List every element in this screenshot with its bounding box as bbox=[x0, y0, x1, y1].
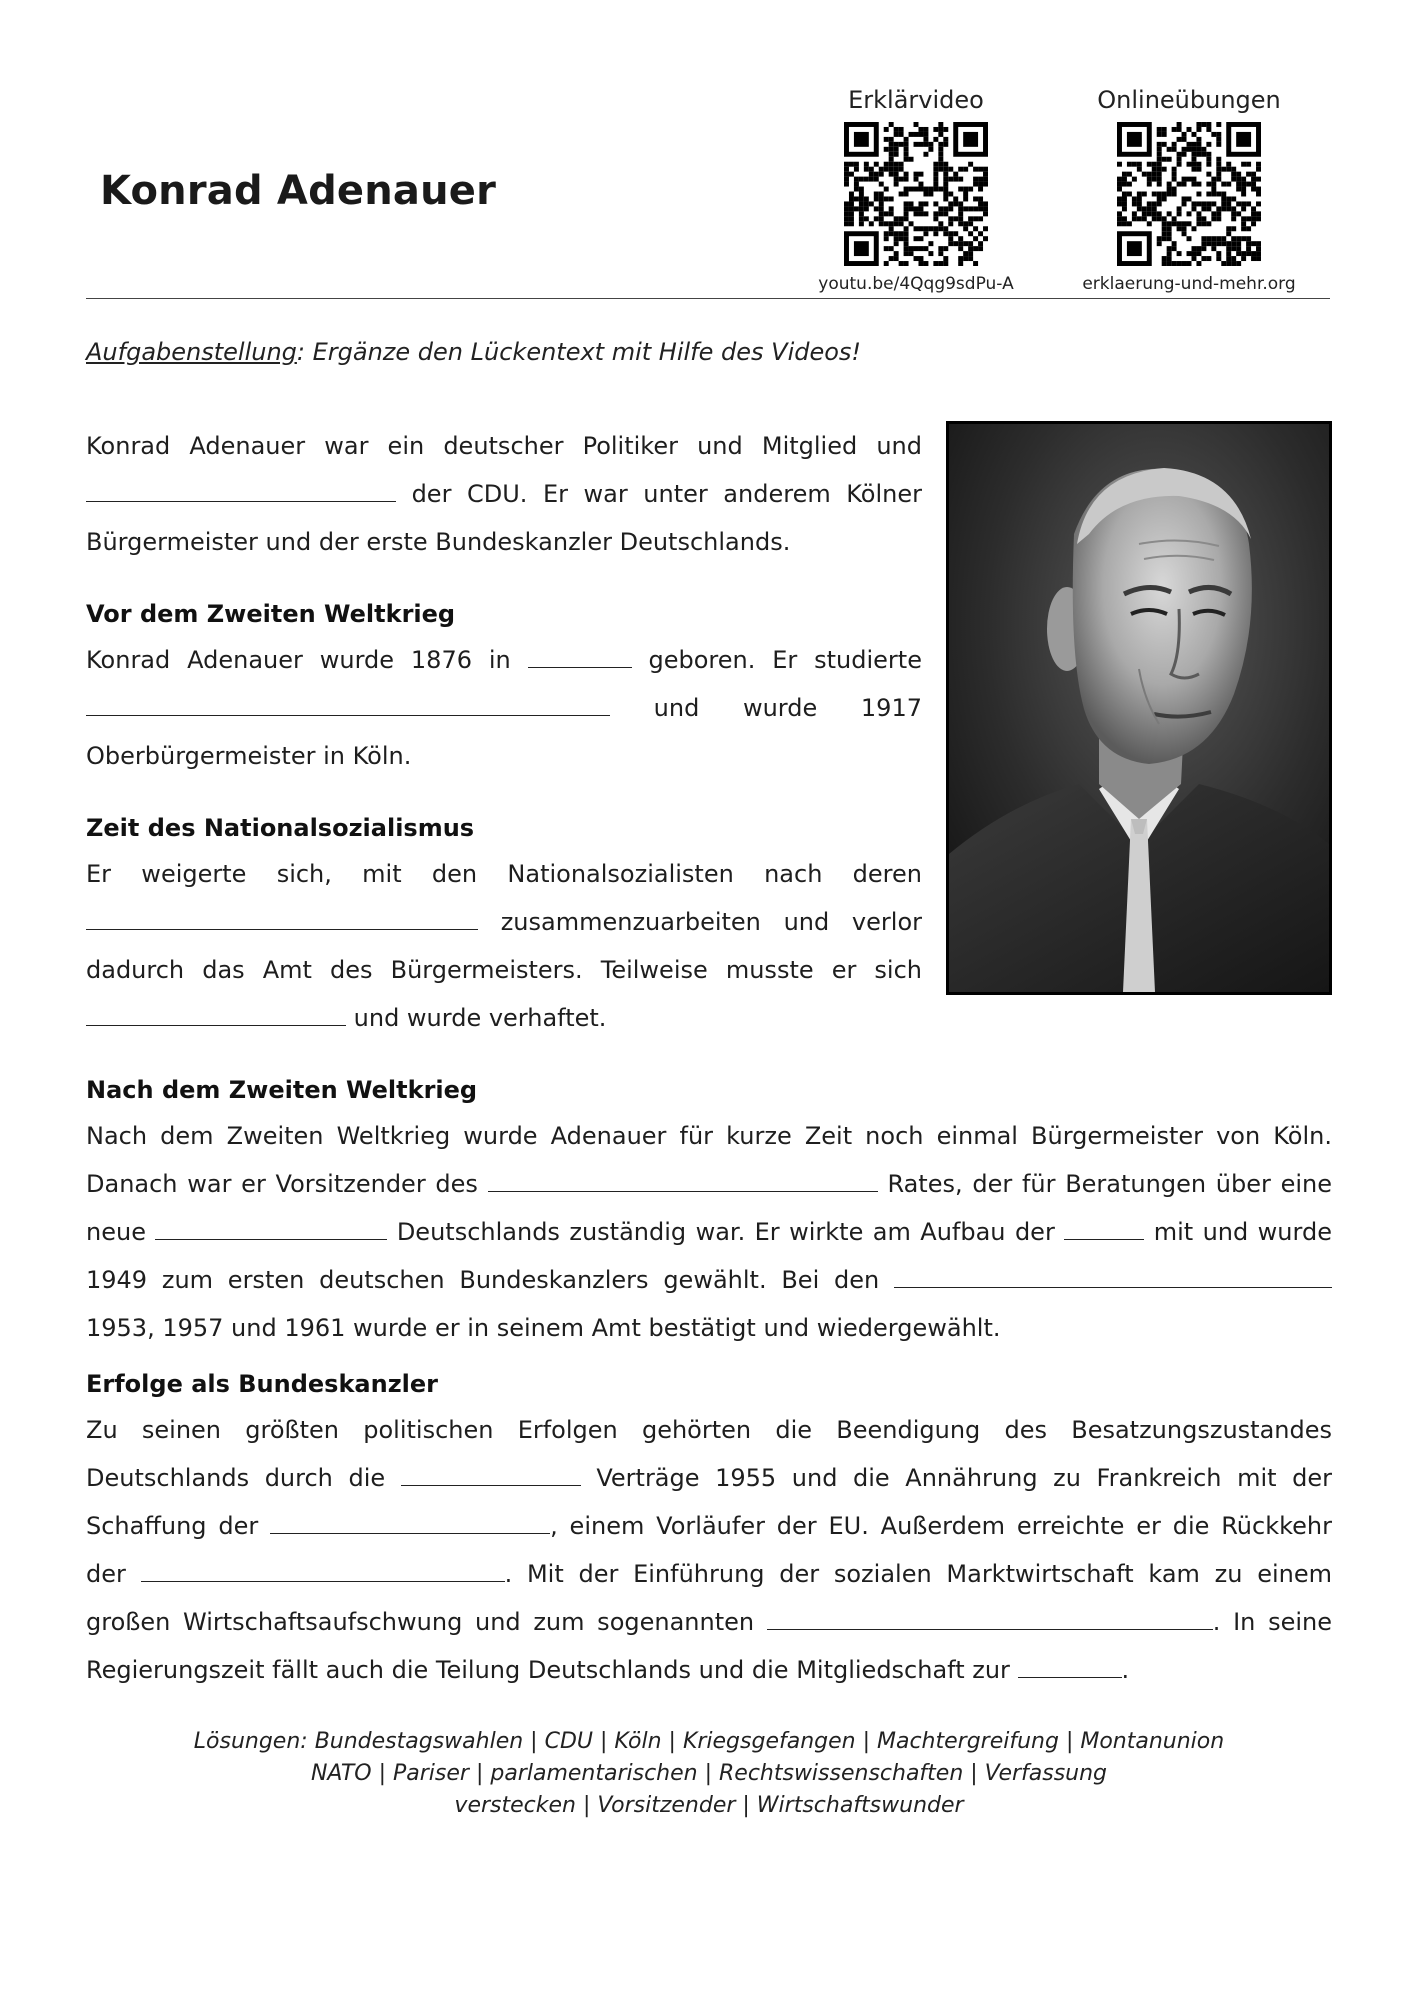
paragraph-before-war bbox=[86, 636, 922, 780]
blank-hide[interactable] bbox=[86, 1001, 346, 1026]
s4-text-4: . Mit der Einführung der sozialen Marktwirtschaft kam zu einem großen Wirtschaftsaufschwung und zum sogenannten bbox=[86, 1560, 1332, 1636]
s1-text-2: geboren. Er studierte bbox=[648, 646, 922, 674]
portrait-photo bbox=[946, 421, 1332, 995]
heading-successes: Erfolge als Bundeskanzler bbox=[86, 1370, 439, 1398]
s4-text-6: . bbox=[1121, 1656, 1130, 1684]
blank-paris[interactable] bbox=[401, 1461, 581, 1486]
task-instruction bbox=[86, 338, 861, 366]
heading-after-war: Nach dem Zweiten Weltkrieg bbox=[86, 1076, 478, 1104]
page-title: Konrad Adenauer bbox=[100, 168, 497, 214]
heading-before-war: Vor dem Zweiten Weltkrieg bbox=[86, 600, 456, 628]
intro-text-1: Konrad Adenauer war ein deutscher Politiker und Mitglied und bbox=[86, 432, 922, 460]
qr-code-icon[interactable] bbox=[844, 122, 988, 266]
s3-text-3: Deutschlands zuständig war. Er wirkte am Aufbau der bbox=[396, 1218, 1055, 1246]
s2-text-2: zusammenzuarbeiten und verlor dadurch das Amt des Bürgermeisters. Teilweise musste er sich bbox=[86, 908, 922, 984]
qr-block-exercises[interactable] bbox=[1076, 86, 1302, 294]
task-label: Aufgabenstellung bbox=[86, 338, 297, 366]
blank-economic-miracle[interactable] bbox=[767, 1605, 1213, 1630]
qr-url-exercises[interactable]: erklaerung-und-mehr.org bbox=[1082, 274, 1296, 294]
header-divider bbox=[86, 298, 1330, 299]
blank-birthplace[interactable] bbox=[528, 643, 632, 668]
solutions-line-3: verstecken | Vorsitzender | Wirtschaftswunder bbox=[454, 1793, 964, 1818]
qr-label-exercises: Onlineübungen bbox=[1097, 86, 1281, 114]
s4-text-3: , einem Vorläufer der EU. Außerdem erreichte er die Rückkehr der bbox=[86, 1512, 1332, 1588]
solutions-line-2: NATO | Pariser | parlamentarischen | Rechtswissenschaften | Verfassung bbox=[310, 1761, 1108, 1786]
blank-parliamentary[interactable] bbox=[488, 1167, 878, 1192]
s1-text-1: Konrad Adenauer wurde 1876 in bbox=[86, 646, 511, 674]
s4-text-5: . In seine Regierungszeit fällt auch die Teilung Deutschlands und die Mitgliedschaft zur bbox=[86, 1608, 1332, 1684]
blank-studies[interactable] bbox=[86, 691, 610, 716]
intro-text-2: der CDU. Er war unter anderem Kölner Bürgermeister und der erste Bundeskanzler Deutschlands. bbox=[86, 480, 922, 556]
portrait-icon bbox=[949, 424, 1329, 992]
s3-text-2: Rates, der für Beratungen über eine neue bbox=[86, 1170, 1333, 1246]
blank-cdu[interactable] bbox=[86, 477, 396, 502]
qr-url-video[interactable]: youtu.be/4Qqg9sdPu-A bbox=[818, 274, 1014, 294]
blank-pows[interactable] bbox=[141, 1557, 505, 1582]
blank-montan-union[interactable] bbox=[270, 1509, 550, 1534]
s3-text-1: Nach dem Zweiten Weltkrieg wurde Adenauer für kurze Zeit noch einmal Bürgermeister von Köln. Danach war er Vorsitzender des bbox=[86, 1122, 1332, 1198]
s4-text-2: Verträge 1955 und die Annährung zu Frankreich mit der Schaffung der bbox=[86, 1464, 1332, 1540]
s1-text-3: und wurde 1917 Oberbürgermeister in Köln. bbox=[86, 694, 922, 770]
s3-text-4: mit und wurde 1949 zum ersten deutschen Bundeskanzlers gewählt. Bei den bbox=[86, 1218, 1332, 1294]
paragraph-successes bbox=[86, 1406, 1332, 1694]
heading-nazi-era: Zeit des Nationalsozialismus bbox=[86, 814, 475, 842]
solutions-box bbox=[86, 1726, 1332, 1822]
qr-label-video: Erklärvideo bbox=[848, 86, 984, 114]
s4-text-1: Zu seinen größten politischen Erfolgen gehörten die Beendigung des Besatzungszustandes Deutschlands durch die bbox=[86, 1416, 1332, 1492]
solutions-line-1: Lösungen: Bundestagswahlen | CDU | Köln | Kriegsgefangen | Machtergreifung | Montanunion bbox=[193, 1729, 1225, 1754]
s2-text-3: und wurde verhaftet. bbox=[353, 1004, 607, 1032]
blank-seizure-of-power[interactable] bbox=[86, 905, 478, 930]
qr-block-video[interactable] bbox=[818, 86, 1014, 294]
s3-text-5: 1953, 1957 und 1961 wurde er in seinem Amt bestätigt und wiedergewählt. bbox=[86, 1314, 1001, 1342]
blank-cdu-party[interactable] bbox=[1064, 1215, 1144, 1240]
paragraph-nazi-era bbox=[86, 850, 922, 1042]
qr-code-icon[interactable] bbox=[1117, 122, 1261, 266]
blank-nato[interactable] bbox=[1018, 1653, 1122, 1678]
task-text: : Ergänze den Lückentext mit Hilfe des Videos! bbox=[296, 338, 862, 366]
blank-elections[interactable] bbox=[894, 1263, 1332, 1288]
s2-text-1: Er weigerte sich, mit den Nationalsozialisten nach deren bbox=[86, 860, 922, 888]
blank-constitution[interactable] bbox=[155, 1215, 387, 1240]
paragraph-after-war bbox=[86, 1112, 1332, 1352]
intro-paragraph bbox=[86, 422, 922, 566]
